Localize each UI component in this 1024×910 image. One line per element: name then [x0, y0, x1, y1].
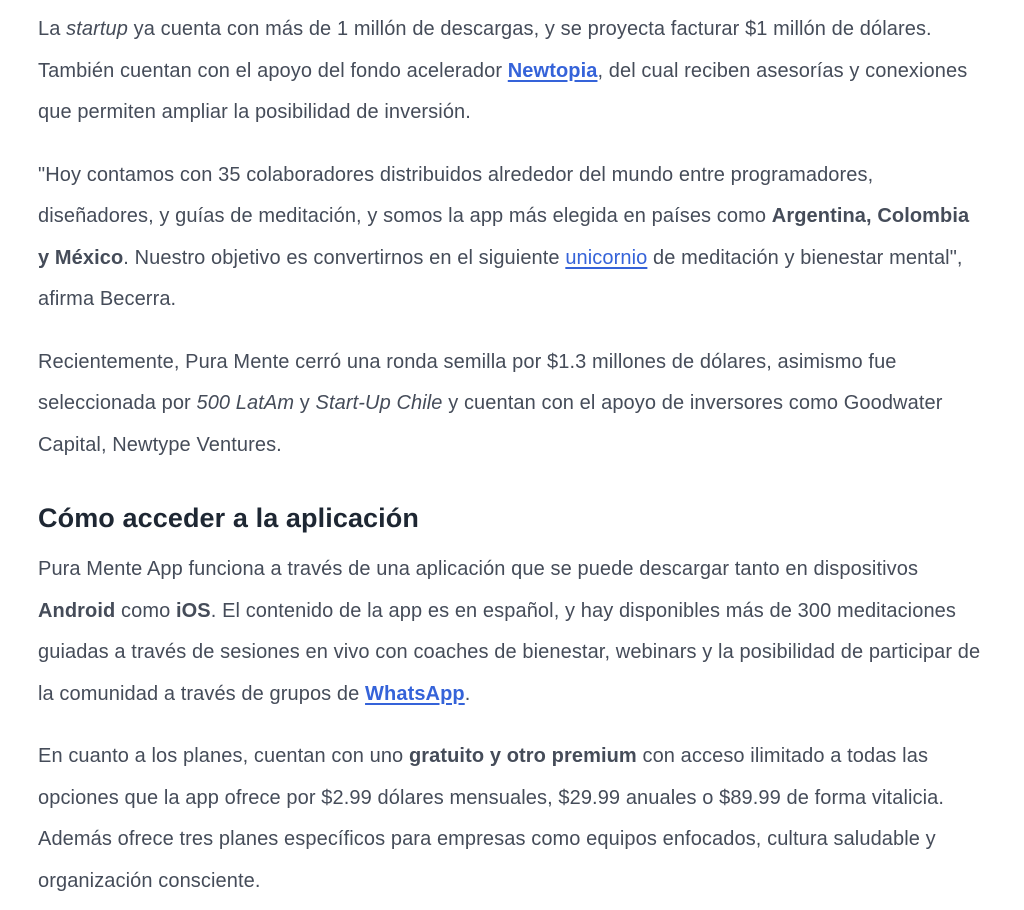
- text-run: "Hoy contamos con 35 colaboradores distribuidos alrededor del mundo entre programadores, diseñadores, y guías de meditación, y somos la app más elegida en países como: [38, 163, 874, 227]
- text-run: como: [115, 599, 176, 622]
- article-content: [38, 9, 986, 902]
- section-heading: [38, 500, 986, 536]
- unicornio-link[interactable]: unicornio: [565, 246, 648, 269]
- paragraph: [38, 736, 986, 902]
- text-run: .: [464, 682, 471, 705]
- paragraph: [38, 9, 986, 134]
- text-run: de meditación y bienestar mental", afirma Becerra.: [38, 246, 963, 310]
- paragraph: [38, 549, 986, 715]
- text-run: Pura Mente App funciona a través de una aplicación que se puede descargar tanto en dispositivos: [38, 558, 919, 580]
- newtopia-link[interactable]: Newtopia: [507, 59, 598, 82]
- text-run: 500 LatAm: [196, 392, 295, 414]
- paragraph: [38, 155, 986, 321]
- text-run: . El contenido de la app es en español, y hay disponibles más de 300 meditaciones guiadas a través de sesiones en vivo con coaches de bienestar, webinars y la posibilidad de participar de la comunidad a través de grupos de: [38, 599, 981, 705]
- whatsapp-link[interactable]: WhatsApp: [365, 682, 465, 705]
- paragraph: [38, 342, 986, 467]
- text-run: y: [294, 392, 316, 414]
- text-run: Argentina, Colombia y México: [38, 205, 970, 269]
- text-run: iOS: [175, 599, 211, 622]
- text-run: con acceso ilimitado a todas las opciones que la app ofrece por $2.99 dólares mensuales, $29.99 anuales o $89.99 de forma vitalicia. Además ofrece tres planes específicos para empresas como equipos enfocados, cultura saludable y organización consciente.: [38, 745, 945, 892]
- text-run: , del cual reciben asesorías y conexiones que permiten ampliar la posibilidad de inversión.: [38, 59, 968, 123]
- text-run: Start-Up Chile: [315, 392, 443, 414]
- text-run: gratuito y otro premium: [408, 745, 637, 767]
- text-run: Cómo acceder a la aplicación: [38, 503, 419, 533]
- text-run: La: [38, 18, 67, 40]
- text-run: Recientemente, Pura Mente cerró una ronda semilla por $1.3 millones de dólares, asimismo fue seleccionada por: [38, 350, 897, 414]
- text-run: Android: [38, 599, 116, 622]
- text-run: y cuentan con el apoyo de inversores como Goodwater Capital, Newtype Ventures.: [38, 392, 943, 456]
- text-run: startup: [66, 18, 128, 40]
- text-run: En cuanto a los planes, cuentan con uno: [38, 745, 409, 767]
- text-run: ya cuenta con más de 1 millón de descargas, y se proyecta facturar $1 millón de dólares. También cuentan con el apoyo del fondo acelerador: [38, 18, 932, 82]
- text-run: . Nuestro objetivo es convertirnos en el siguiente: [123, 246, 566, 269]
